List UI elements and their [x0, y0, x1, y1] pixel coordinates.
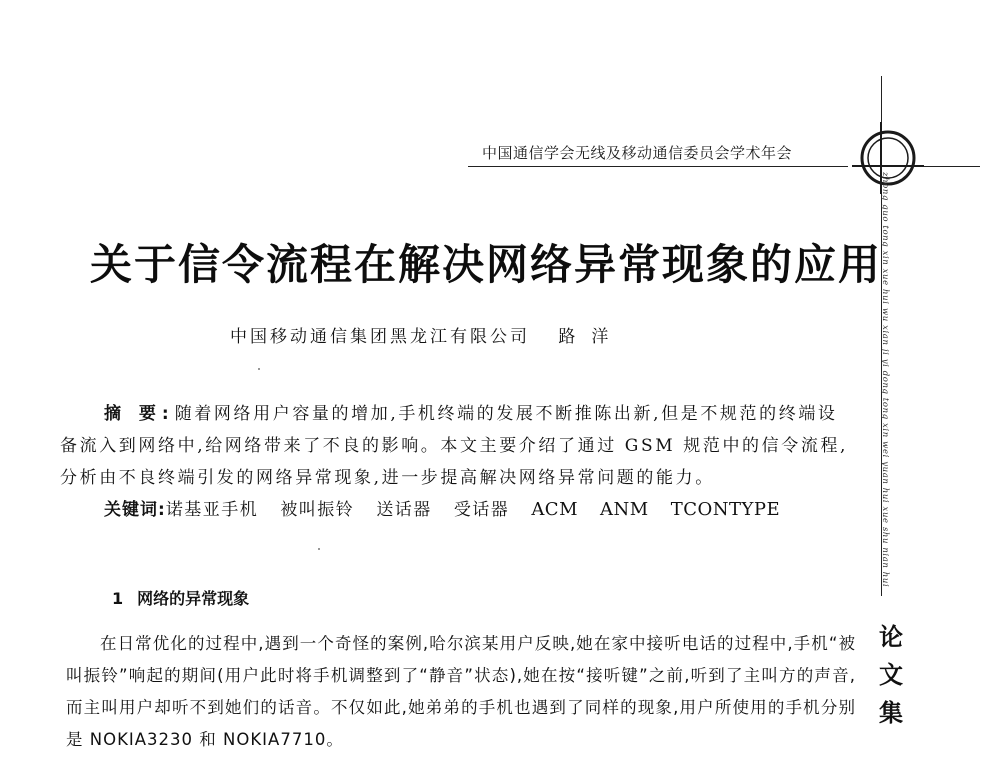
keyword: 诺基亚手机: [165, 500, 259, 520]
byline: [230, 322, 624, 347]
keyword: TCONTYPE: [670, 499, 781, 520]
conference-header: 中国通信学会无线及移动通信委员会学术年会: [482, 144, 793, 162]
body-paragraph: 在日常优化的过程中,遇到一个奇怪的案例,哈尔滨某用户反映,她在家中接听电话的过程中,手机“被叫振铃”响起的期间(用户此时将手机调整到了“静音”状态),她在按“接听键”之前,听到了主叫方的声音,而主叫用户却听不到她们的话音。不仅如此,她弟弟的手机也遇到了同样的现象,用户所使用的手机分别是 NOKIA3230 和 NOKIA7710。: [66, 634, 856, 749]
abstract: [60, 398, 850, 494]
vertical-pinyin-text: zhong guo tong xin xue hui wu xian ji yi dong tong xin wei yuan hui xue shu nian hui: [880, 172, 890, 588]
keyword: ANM: [600, 499, 649, 520]
scan-speck: [318, 548, 320, 550]
side-label-char: 论: [879, 623, 903, 651]
side-label-char: 集: [879, 699, 903, 727]
keyword: 受话器: [453, 500, 510, 520]
author-name: 路洋: [558, 327, 625, 347]
abstract-text: 随着网络用户容量的增加,手机终端的发展不断推陈出新,但是不规范的终端设备流入到网络中,给网络带来了不良的影响。本文主要介绍了通过 GSM 规范中的信令流程,分析由不良终端引发的网络异常现象,进一步提高解决网络异常问题的能力。: [60, 404, 849, 488]
keywords: [104, 494, 802, 526]
abstract-label: 摘 要:: [104, 404, 175, 424]
affiliation: 中国移动通信集团黑龙江有限公司: [230, 327, 530, 347]
header-rule: [468, 166, 848, 167]
keywords-label: 关键词:: [104, 500, 166, 520]
side-label-char: 文: [879, 661, 903, 689]
section-heading: [112, 586, 249, 609]
keyword: 被叫振铃: [280, 500, 355, 520]
paper-title: 关于信令流程在解决网络异常现象的应用: [90, 240, 883, 289]
section-body: [66, 628, 856, 756]
section-number: 1: [112, 589, 124, 608]
scan-speck: [258, 368, 260, 370]
proceedings-side-label: [875, 618, 907, 732]
section-title: 网络的异常现象: [137, 589, 250, 608]
keyword: 送话器: [376, 500, 432, 520]
keyword: ACM: [531, 499, 579, 520]
